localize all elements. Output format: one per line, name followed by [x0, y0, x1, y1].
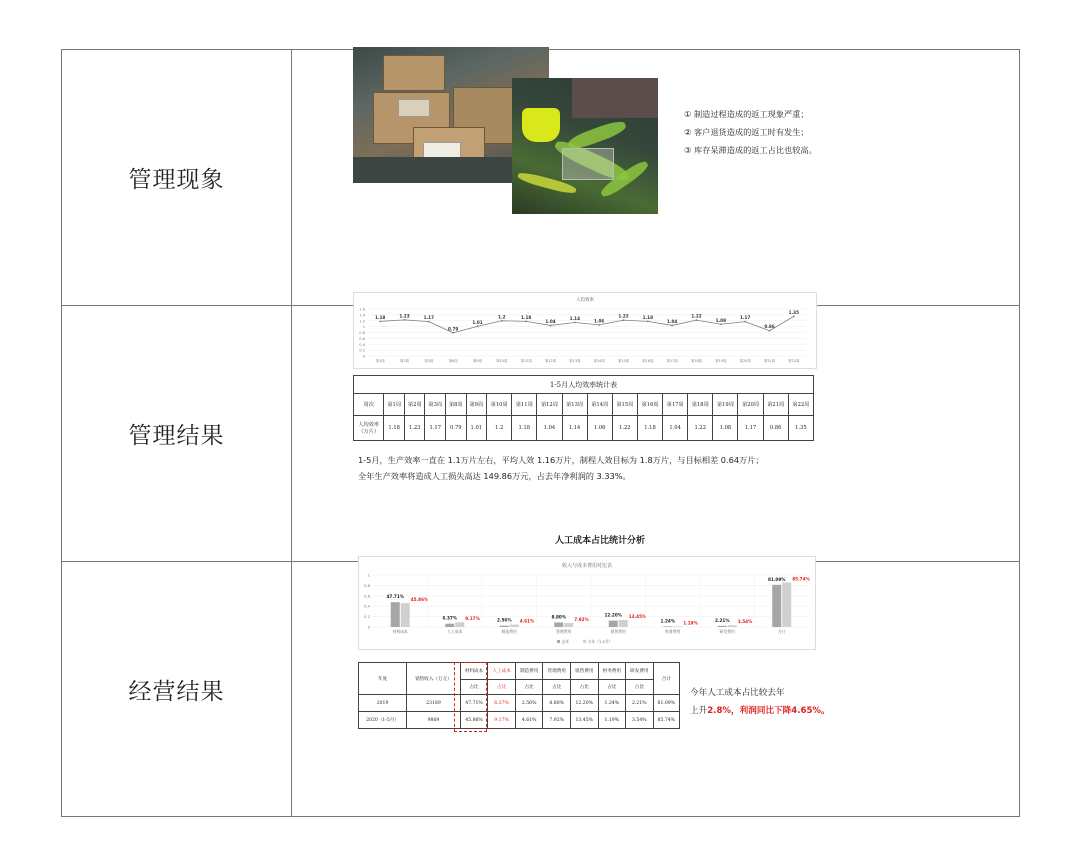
- data-point: [793, 315, 795, 317]
- share-cell: 13.45%: [570, 712, 598, 729]
- x-tick-label: 第15周: [617, 359, 630, 363]
- bar-value-label: 9.17%: [465, 616, 480, 622]
- share-cell: 1.19%: [598, 712, 626, 729]
- x-tick-label: 第8周: [448, 359, 458, 363]
- y-tick-label: 1: [367, 572, 370, 578]
- x-tick-label: 财务费用: [665, 629, 681, 634]
- summary-line: 今年人工成本占比较去年: [690, 688, 785, 698]
- share-subheader: 占比: [598, 680, 626, 695]
- cost-summary: [690, 684, 830, 720]
- bar-value-label: 12.20%: [604, 612, 622, 618]
- data-point: [477, 325, 479, 327]
- legend-label: 去年: [561, 639, 570, 644]
- x-tick-label: 第13周: [569, 359, 581, 363]
- week-header-cell: 第3周: [425, 394, 446, 416]
- efficiency-table: [353, 375, 814, 441]
- bar-value-label: 1.24%: [660, 618, 676, 624]
- share-cell: 47.71%: [460, 695, 488, 712]
- efficiency-value-cell: 1.2: [487, 416, 512, 441]
- cost-analysis-heading: 人工成本占比统计分析: [555, 536, 646, 546]
- bar: [510, 625, 519, 627]
- y-tick-label: 1: [362, 325, 365, 330]
- data-label: 1.35: [788, 309, 800, 315]
- data-label: 1.04: [545, 318, 556, 324]
- total-cell: 85.74%: [653, 712, 679, 729]
- data-label: 1.17: [423, 315, 435, 321]
- efficiency-value-cell: 1.06: [587, 416, 612, 441]
- data-point: [525, 320, 527, 322]
- table-row: [359, 712, 680, 729]
- share-subheader: 占比: [543, 680, 571, 695]
- profit-decline: 利润同比下降4.65%。: [739, 706, 830, 716]
- x-tick-label: 第14周: [593, 359, 605, 363]
- bar: [772, 585, 781, 627]
- data-point: [404, 319, 406, 321]
- share-cell: 7.92%: [543, 712, 571, 729]
- week-header-cell: 第16周: [637, 394, 662, 416]
- bar: [663, 626, 672, 627]
- week-header-cell: 第22周: [788, 394, 813, 416]
- bar-value-label: 7.92%: [574, 616, 589, 622]
- x-tick-label: 第16周: [642, 359, 654, 363]
- bar: [500, 626, 509, 627]
- year-header: 年度: [359, 663, 407, 695]
- labor-cost-highlight: [454, 662, 487, 732]
- y-tick-label: 0.4: [359, 342, 365, 347]
- bar: [619, 620, 628, 627]
- x-tick-label: 研发费用: [719, 629, 735, 634]
- efficiency-value-cell: 1.17: [425, 416, 446, 441]
- share-subheader: 占比: [488, 680, 516, 695]
- column-divider: [291, 562, 292, 817]
- bar-value-label: 85.74%: [792, 576, 810, 582]
- table-header-row: [359, 663, 680, 680]
- revenue-header: 销售收入（万元）: [407, 663, 461, 695]
- bar-value-label: 8.80%: [551, 614, 567, 620]
- column-divider: [291, 306, 292, 561]
- legend-swatch: [583, 640, 586, 643]
- share-subheader: 占比: [570, 680, 598, 695]
- data-label: 1.22: [691, 313, 702, 319]
- week-header-cell: 第2周: [404, 394, 425, 416]
- data-point: [574, 322, 576, 324]
- week-header-cell: 第19周: [713, 394, 738, 416]
- year-cell: 2020（1-5月）: [359, 712, 407, 729]
- table-caption: 1-5月人均效率统计表: [354, 376, 814, 394]
- cost-category-header: 材料成本: [460, 663, 488, 680]
- y-tick-label: 0.8: [363, 582, 370, 588]
- data-label: 1.01: [472, 319, 483, 325]
- data-point: [452, 332, 454, 334]
- y-tick-label: 1.6: [359, 307, 365, 312]
- summary-line: 全年生产效率将造成人工损失高达 149.86万元，占去年净利润的 3.33%。: [358, 471, 631, 481]
- bar-value-label: 3.54%: [737, 619, 753, 625]
- bar: [554, 622, 563, 627]
- week-header-cell: 第20周: [738, 394, 763, 416]
- efficiency-value-cell: 1.22: [612, 416, 637, 441]
- bar: [718, 626, 727, 627]
- bar-value-label: 1.19%: [683, 620, 698, 626]
- efficiency-value-cell: 1.22: [688, 416, 713, 441]
- week-header-cell: 第13周: [562, 394, 587, 416]
- total-header: 合计: [653, 663, 679, 695]
- share-cell: 8.80%: [543, 695, 571, 712]
- bullet-item: ① 制造过程造成的返工现象严重；: [684, 109, 809, 119]
- cost-category-header: 人工成本: [488, 663, 516, 680]
- data-label: 1.18: [642, 314, 654, 320]
- bar: [728, 625, 737, 627]
- x-tick-label: 合计: [777, 629, 786, 634]
- x-tick-label: 材料成本: [392, 629, 408, 634]
- efficiency-value-cell: 0.86: [763, 416, 788, 441]
- x-tick-label: 第22周: [788, 359, 800, 363]
- x-tick-label: 第20周: [739, 359, 751, 363]
- summary-prefix: 上升: [690, 706, 708, 716]
- data-point: [720, 323, 722, 325]
- x-tick-label: 第19周: [715, 359, 727, 363]
- week-header-cell: 第14周: [587, 394, 612, 416]
- data-label: 1.04: [666, 318, 678, 324]
- share-cell: 2.56%: [515, 695, 543, 712]
- efficiency-value-cell: 1.01: [466, 416, 487, 441]
- labor-share-rise: 2.8%: [707, 706, 732, 716]
- share-cell: 45.86%: [460, 712, 488, 729]
- bar-value-label: 81.09%: [768, 576, 786, 582]
- efficiency-value-cell: 1.18: [637, 416, 662, 441]
- x-tick-label: 第10周: [496, 359, 508, 363]
- cost-category-header: 销售费用: [570, 663, 598, 680]
- share-cell: 2.21%: [626, 695, 654, 712]
- bar-value-label: 2.56%: [496, 617, 512, 623]
- x-tick-label: 第2周: [400, 359, 409, 363]
- share-subheader: 占比: [460, 680, 488, 695]
- x-tick-label: 第17周: [666, 359, 678, 363]
- x-tick-label: 管理费用: [556, 629, 572, 634]
- bar: [564, 623, 573, 627]
- share-cell: 6.37%: [488, 695, 516, 712]
- data-label: 1.06: [593, 318, 605, 324]
- data-point: [744, 321, 746, 323]
- bar: [391, 602, 400, 627]
- efficiency-value-cell: 1.08: [713, 416, 738, 441]
- line-chart-svg: [354, 293, 816, 368]
- bar: [609, 621, 618, 627]
- y-tick-label: 0.2: [359, 348, 365, 353]
- x-tick-label: 第11周: [520, 359, 532, 363]
- data-point: [647, 320, 649, 322]
- data-label: 0.86: [764, 324, 775, 330]
- x-tick-label: 第1周: [375, 359, 385, 363]
- table-header-row: [354, 394, 814, 416]
- week-header-cell: 第8周: [446, 394, 467, 416]
- bar: [782, 582, 791, 627]
- legend-swatch: [557, 640, 560, 643]
- y-tick-label: 1.2: [359, 319, 365, 324]
- efficiency-value-cell: 1.17: [738, 416, 763, 441]
- week-header-cell: 第12周: [537, 394, 562, 416]
- cost-share-table: [358, 662, 680, 729]
- efficiency-value-cell: 1.14: [562, 416, 587, 441]
- bullet-item: ② 客户退货造成的返工时有发生；: [684, 127, 809, 137]
- efficiency-value-cell: 1.04: [537, 416, 562, 441]
- revenue-cell: 23189: [407, 695, 461, 712]
- cost-category-header: 财务费用: [598, 663, 626, 680]
- week-header-label: 周次: [354, 394, 384, 416]
- data-label: 1.14: [569, 316, 581, 322]
- y-tick-label: 0: [362, 354, 365, 359]
- data-label: 1.18: [520, 314, 532, 320]
- efficiency-summary: [358, 452, 764, 484]
- summary-separator: ，: [731, 706, 740, 716]
- week-header-cell: 第10周: [487, 394, 512, 416]
- share-cell: 9.17%: [488, 712, 516, 729]
- y-tick-label: 0.2: [363, 614, 370, 620]
- efficiency-value-cell: 1.23: [404, 416, 425, 441]
- column-divider: [291, 50, 292, 305]
- row-label: 管理结果: [128, 423, 225, 449]
- data-point: [671, 325, 673, 327]
- data-label: 1.22: [618, 313, 629, 319]
- data-label: 1.17: [739, 315, 751, 321]
- data-label: 1.23: [399, 313, 410, 319]
- x-tick-label: 人工成本: [447, 629, 463, 634]
- week-header-cell: 第1周: [384, 394, 405, 416]
- week-header-cell: 第21周: [763, 394, 788, 416]
- x-tick-label: 制造费用: [501, 629, 517, 634]
- bar: [455, 622, 464, 627]
- efficiency-value-cell: 1.18: [384, 416, 405, 441]
- data-point: [598, 324, 600, 326]
- bar-value-label: 47.71%: [386, 594, 404, 600]
- share-cell: 4.61%: [515, 712, 543, 729]
- bar-value-label: 6.37%: [442, 615, 458, 621]
- data-label: 1.2: [498, 314, 506, 320]
- cost-category-header: 管理费用: [543, 663, 571, 680]
- efficiency-value-cell: 1.18: [512, 416, 537, 441]
- value-row-label: 人均效率 （万片）: [354, 416, 384, 441]
- y-tick-label: 0.4: [363, 603, 370, 609]
- returned-parts-photo: [512, 78, 658, 214]
- x-tick-label: 第3周: [424, 359, 434, 363]
- share-subheader: 占比: [515, 680, 543, 695]
- phenomenon-bullets: [684, 105, 817, 159]
- data-point: [379, 320, 381, 322]
- data-point: [501, 320, 503, 322]
- week-header-cell: 第9周: [466, 394, 487, 416]
- bar-value-label: 4.61%: [519, 618, 535, 624]
- y-tick-label: 1.4: [359, 313, 365, 318]
- share-subheader: 占比: [626, 680, 654, 695]
- bar-value-label: 45.86%: [410, 597, 429, 603]
- x-tick-label: 第18周: [690, 359, 703, 363]
- y-tick-label: 0.6: [359, 336, 365, 341]
- x-tick-label: 第9周: [473, 359, 482, 363]
- y-tick-label: 0.6: [363, 593, 370, 599]
- bar-value-label: 2.21%: [714, 617, 730, 623]
- y-tick-label: 0.8: [359, 331, 365, 335]
- revenue-cell: 9869: [407, 712, 461, 729]
- x-tick-label: 销售费用: [610, 629, 626, 634]
- week-header-cell: 第18周: [688, 394, 713, 416]
- x-tick-label: 第21周: [763, 359, 776, 363]
- efficiency-value-cell: 0.79: [446, 416, 467, 441]
- bar: [401, 603, 410, 627]
- data-point: [550, 325, 552, 327]
- efficiency-line-chart: [353, 292, 817, 369]
- data-point: [623, 319, 625, 321]
- summary-line: [690, 702, 830, 720]
- y-tick-label: 0: [367, 624, 370, 630]
- data-point: [696, 319, 698, 321]
- cost-bar-chart: [358, 556, 816, 650]
- bar-value-label: 13.45%: [628, 614, 647, 620]
- chart-title: 收入与成本费用对比表: [561, 563, 613, 569]
- efficiency-value-cell: 1.35: [788, 416, 813, 441]
- bar: [673, 626, 682, 627]
- legend-label: 今年（1-5月）: [587, 639, 613, 644]
- data-label: 0.79: [447, 326, 459, 332]
- table-row: [359, 695, 680, 712]
- cost-category-header: 研发费用: [626, 663, 654, 680]
- data-label: 1.18: [374, 314, 386, 320]
- data-point: [428, 321, 430, 323]
- data-point: [769, 330, 771, 332]
- row-label: 经营结果: [128, 679, 225, 705]
- share-cell: 1.24%: [598, 695, 626, 712]
- week-header-cell: 第11周: [512, 394, 537, 416]
- table-value-row: [354, 416, 814, 441]
- summary-line: 1-5月，生产效率一直在 1.1万片左右，平均人效 1.16万片，制程人效目标为 1.8万片，与目标相差 0.64万片；: [358, 455, 764, 465]
- bar-chart-svg: [359, 557, 815, 649]
- share-cell: 12.20%: [570, 695, 598, 712]
- bar: [445, 624, 454, 627]
- week-header-cell: 第17周: [663, 394, 688, 416]
- efficiency-value-cell: 1.04: [663, 416, 688, 441]
- row-label: 管理现象: [128, 167, 225, 193]
- chart-title: 人均效率: [576, 298, 594, 303]
- x-tick-label: 第12周: [544, 359, 557, 363]
- cost-category-header: 制造费用: [515, 663, 543, 680]
- week-header-cell: 第15周: [612, 394, 637, 416]
- share-cell: 3.54%: [626, 712, 654, 729]
- bullet-item: ③ 库存呆滞造成的返工占比也较高。: [684, 145, 817, 155]
- year-cell: 2019: [359, 695, 407, 712]
- data-label: 1.08: [715, 317, 727, 323]
- total-cell: 81.09%: [653, 695, 679, 712]
